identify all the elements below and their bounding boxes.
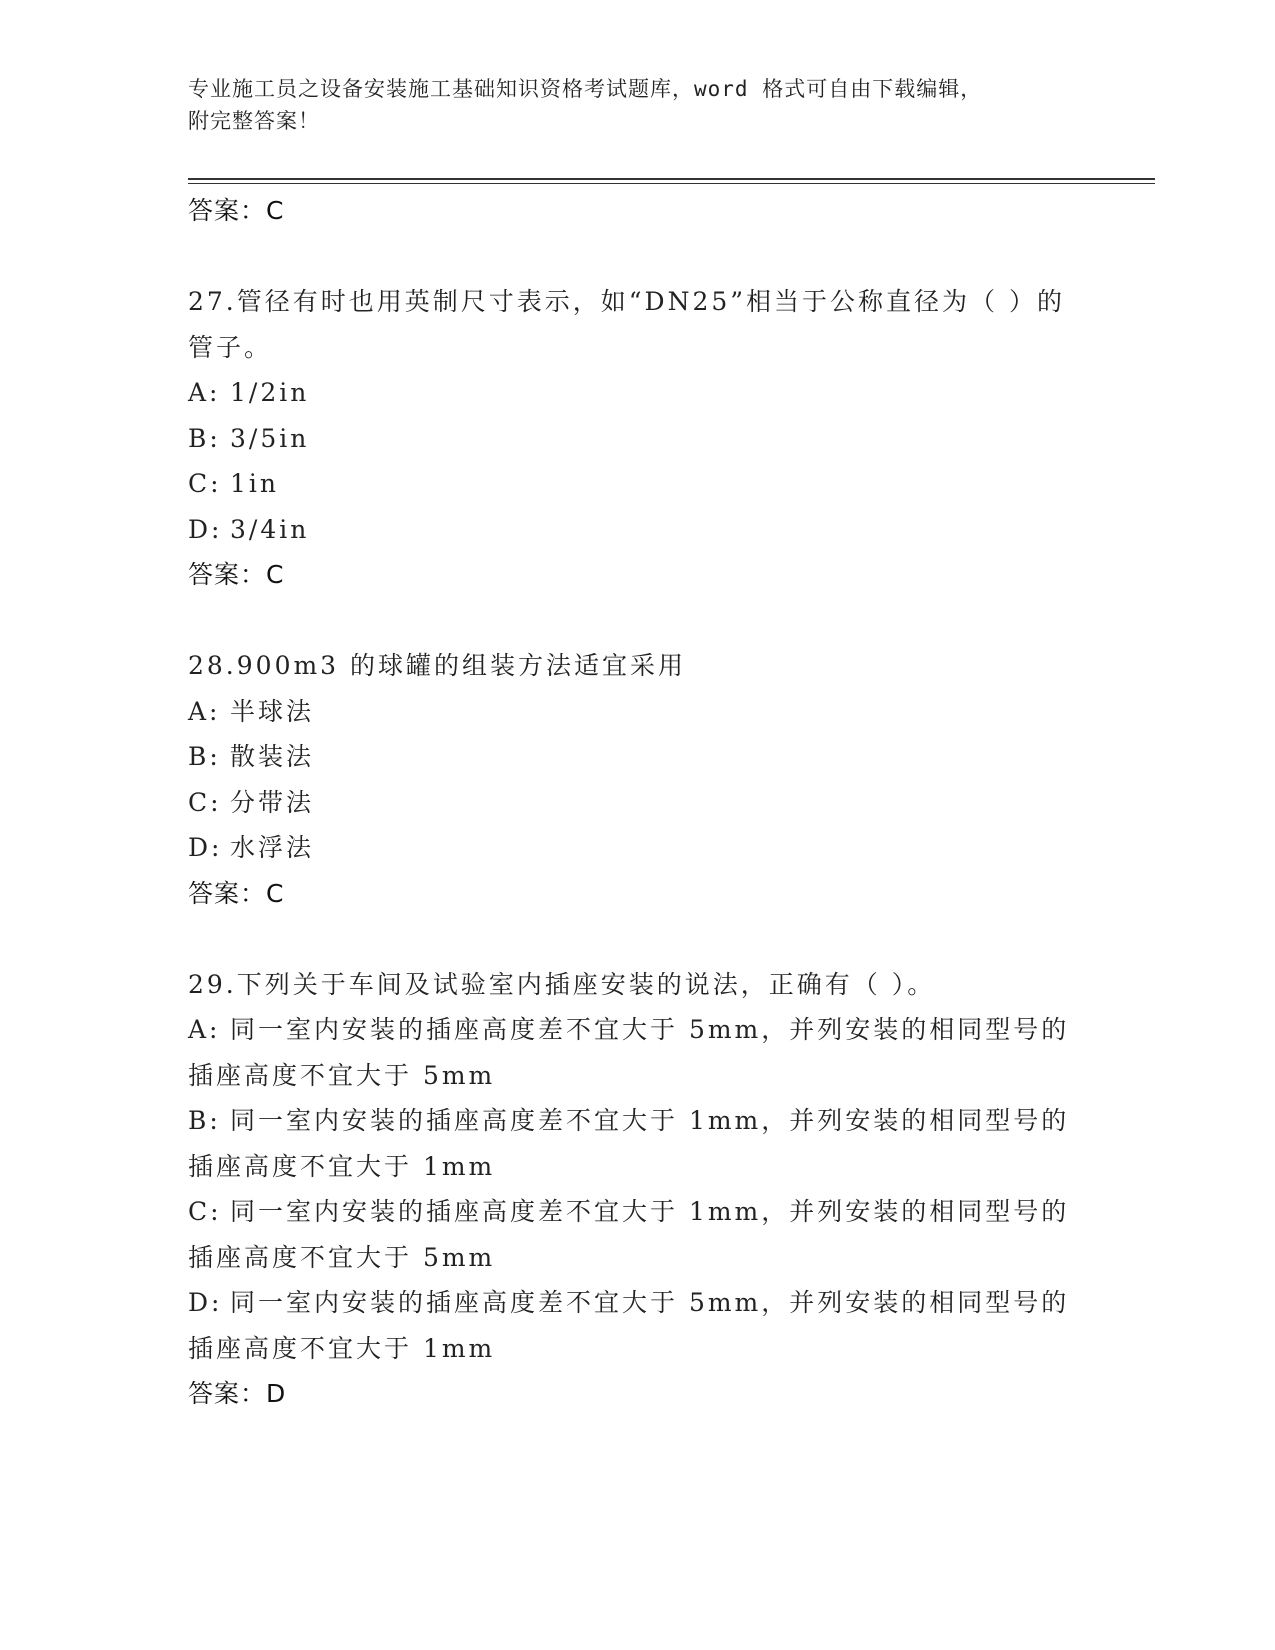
question-27 <box>188 279 1088 597</box>
option-b <box>188 416 1088 462</box>
question-text: 28.900m3 的球罐的组装方法适宜采用 <box>188 651 687 680</box>
option-b <box>188 1098 1088 1189</box>
option-c <box>188 1189 1088 1280</box>
option-key: A: <box>188 1015 221 1044</box>
option-text: 1in <box>230 469 280 498</box>
page-header <box>188 73 1088 137</box>
answer: 答案：C <box>188 878 285 908</box>
question-text: 27.管径有时也用英制尺寸表示，如“DN25”相当于公称直径为（ ）的管子。 <box>188 287 1065 362</box>
option-text: 散装法 <box>230 742 315 771</box>
option-key: C: <box>188 469 222 498</box>
option-text: 3/5in <box>230 423 310 453</box>
answer: 答案：D <box>188 1379 287 1408</box>
option-key: C: <box>188 787 222 817</box>
option-text: 同一室内安装的插座高度差不宜大于 5mm，并列安装的相同型号的插座高度不宜大于 1mm <box>188 1288 1070 1363</box>
option-d <box>188 507 1088 553</box>
option-key: D: <box>188 833 223 862</box>
option-c <box>188 780 1088 826</box>
question-29 <box>188 962 1088 1417</box>
question-text: 29.下列关于车间及试验室内插座安装的说法，正确有（ ）。 <box>188 969 936 999</box>
question-list <box>188 188 1088 1416</box>
option-key: A: <box>188 378 221 407</box>
option-c <box>188 461 1088 507</box>
option-d <box>188 1280 1088 1371</box>
option-a <box>188 689 1088 735</box>
option-key: B: <box>188 742 221 771</box>
option-text: 3/4in <box>230 514 310 544</box>
option-text: 同一室内安装的插座高度差不宜大于 1mm，并列安装的相同型号的插座高度不宜大于 1mm <box>188 1106 1070 1181</box>
previous-answer: 答案：C <box>188 196 285 225</box>
option-d <box>188 825 1088 871</box>
option-key: B: <box>188 1106 221 1135</box>
answer: 答案：C <box>188 560 285 589</box>
header-line-1: 专业施工员之设备安装施工基础知识资格考试题库，word 格式可自由下载编辑， <box>188 77 983 101</box>
header-divider-thick <box>188 178 1155 180</box>
option-b <box>188 734 1088 780</box>
option-key: D: <box>188 514 223 544</box>
option-text: 分带法 <box>230 787 315 817</box>
header-line-2: 附完整答案！ <box>188 109 320 133</box>
option-text: 同一室内安装的插座高度差不宜大于 5mm，并列安装的相同型号的插座高度不宜大于 5mm <box>188 1015 1070 1090</box>
option-text: 同一室内安装的插座高度差不宜大于 1mm，并列安装的相同型号的插座高度不宜大于 5mm <box>188 1197 1070 1272</box>
header-divider-thin <box>188 183 1155 184</box>
option-key: B: <box>188 423 221 453</box>
option-key: D: <box>188 1288 223 1317</box>
option-a <box>188 370 1088 416</box>
option-a <box>188 1007 1088 1098</box>
option-key: A: <box>188 696 221 726</box>
option-key: C: <box>188 1197 222 1226</box>
option-text: 1/2in <box>230 378 310 407</box>
option-text: 半球法 <box>230 696 315 726</box>
option-text: 水浮法 <box>230 833 315 862</box>
question-28 <box>188 643 1088 916</box>
